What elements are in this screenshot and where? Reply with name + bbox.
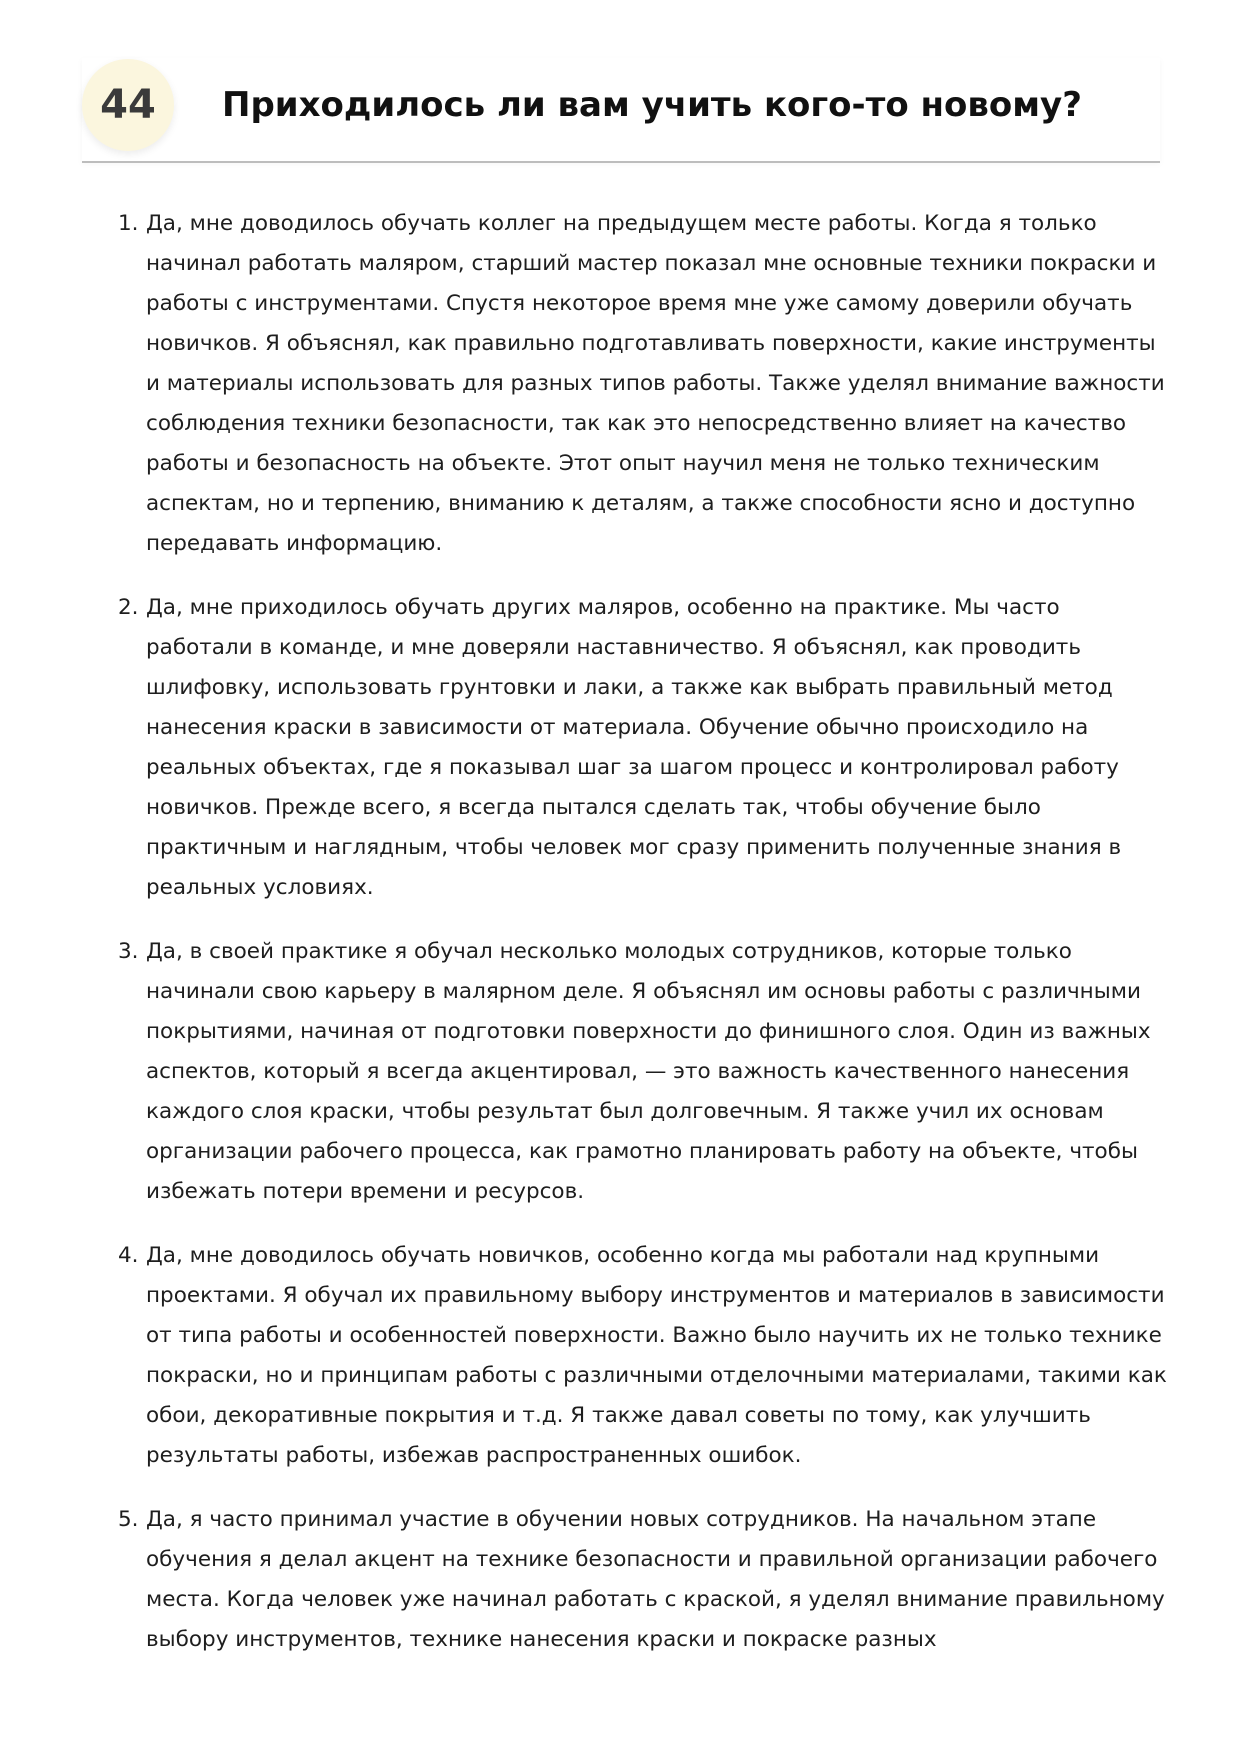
answer-item [118,932,1168,1212]
answer-number: 1. [118,211,139,236]
answer-number: 3. [118,939,139,964]
answer-text: Да, мне доводилось обучать новичков, особенно когда мы работали над крупными проектами. Я обучал их правильному выбору инструментов и материалов в зависимости от типа работы и особенностей поверхности. Важно было научить их не только технике покраски, но и принципам работы с различными отделочными материалами, такими как обои, декоративные покрытия и т.д. Я также давал советы по тому, как улучшить результаты работы, избежав распространенных ошибок. [146,1243,1167,1468]
question-title: Приходилось ли вам учить кого-то новому? [222,85,1082,125]
header-divider [82,161,1160,163]
answer-number: 2. [118,595,139,620]
answer-text: Да, я часто принимал участие в обучении новых сотрудников. На начальном этапе обучения я делал акцент на технике безопасности и правильной организации рабочего места. Когда человек уже начинал работать с краской, я уделял внимание правильному выбору инструментов, технике нанесения краски и покраске разных [146,1507,1165,1652]
answer-item [118,204,1168,564]
answer-text: Да, мне приходилось обучать других маляров, особенно на практике. Мы часто работали в команде, и мне доверяли наставничество. Я объяснял, как проводить шлифовку, использовать грунтовки и лаки, а также как выбрать правильный метод нанесения краски в зависимости от материала. Обучение обычно происходило на реальных объектах, где я показывал шаг за шагом процесс и контролировал работу новичков. Прежде всего, я всегда пытался сделать так, чтобы обучение было практичным и наглядным, чтобы человек мог сразу применить полученные знания в реальных условиях. [146,595,1122,900]
answer-number: 4. [118,1243,139,1268]
answer-text: Да, в своей практике я обучал несколько молодых сотрудников, которые только начинали свою карьеру в малярном деле. Я объяснял им основы работы с различными покрытиями, начиная от подготовки поверхности до финишного слоя. Один из важных аспектов, который я всегда акцентировал, — это важность качественного нанесения каждого слоя краски, чтобы результат был долговечным. Я также учил их основам организации рабочего процесса, как грамотно планировать работу на объекте, чтобы избежать потери времени и ресурсов. [146,939,1151,1204]
question-number-badge: 44 [82,59,174,151]
answer-item [118,1236,1168,1476]
answer-number: 5. [118,1507,139,1532]
question-header [82,58,1160,162]
answer-item [118,1500,1168,1660]
answer-text: Да, мне доводилось обучать коллег на предыдущем месте работы. Когда я только начинал работать маляром, старший мастер показал мне основные техники покраски и работы с инструментами. Спустя некоторое время мне уже самому доверили обучать новичков. Я объяснял, как правильно подготавливать поверхности, какие инструменты и материалы использовать для разных типов работы. Также уделял внимание важности соблюдения техники безопасности, так как это непосредственно влияет на качество работы и безопасность на объекте. Этот опыт научил меня не только техническим аспектам, но и терпению, вниманию к деталям, а также способности ясно и доступно передавать информацию. [146,211,1165,556]
answer-item [118,588,1168,908]
answer-list [118,204,1168,1684]
